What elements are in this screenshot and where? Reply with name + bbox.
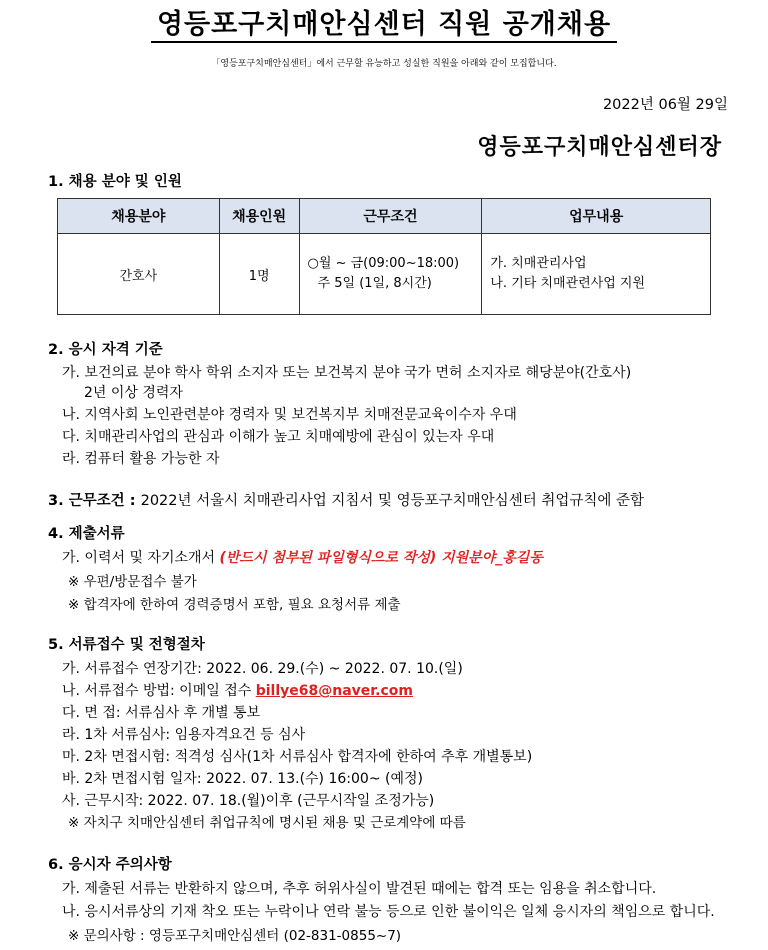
duty-line: 가. 치매관리사업 bbox=[490, 256, 587, 271]
table-header-duties: 업무내용 bbox=[482, 199, 711, 234]
cell-count: 1명 bbox=[219, 234, 299, 315]
table-header-field: 채용분야 bbox=[58, 199, 220, 234]
section-2-heading: 2. 응시 자격 기준 bbox=[48, 342, 163, 358]
procedure-item: 사. 근무시작: 2022. 07. 18.(월)이후 (근무시작일 조정가능) bbox=[62, 793, 435, 809]
document-item-text: 가. 이력서 및 자기소개서 bbox=[62, 550, 216, 566]
condition-line: ○월 ~ 금(09:00~18:00) bbox=[307, 256, 460, 271]
qualification-item: 가. 보건의료 분야 학사 학위 소지자 또는 보건복지 분야 국가 면허 소지자로 해당분야(간호사) bbox=[62, 365, 632, 381]
procedure-item-text: 나. 서류접수 방법: 이메일 접수 bbox=[62, 683, 252, 699]
recruitment-table bbox=[57, 198, 711, 315]
email-link[interactable]: billye68@naver.com bbox=[255, 683, 414, 699]
section-1-heading: 1. 채용 분야 및 인원 bbox=[48, 174, 182, 190]
table-header-conditions: 근무조건 bbox=[299, 199, 482, 234]
organization-name: 영등포구치매안심센터장 bbox=[477, 135, 722, 160]
document-item bbox=[62, 547, 543, 567]
section-3-text: 2022년 서울시 치매관리사업 지침서 및 영등포구치매안심센터 취업규칙에 준함 bbox=[140, 493, 644, 509]
section-3-heading: 3. 근무조건 : bbox=[48, 493, 136, 509]
qualification-item: 2년 이상 경력자 bbox=[84, 385, 183, 401]
qualification-item: 라. 컴퓨터 활용 가능한 자 bbox=[62, 451, 220, 467]
table-header-count: 채용인원 bbox=[219, 199, 299, 234]
page-title-text: 영등포구치매안심센터 직원 공개채용 bbox=[151, 9, 617, 43]
contact-note: ※ 문의사항 : 영등포구치매안심센터 (02-831-0855~7) bbox=[68, 928, 402, 944]
intro-text: 「영등포구치매안심센터」에서 근무할 유능하고 성실한 직원을 아래와 같이 모집합니다. bbox=[211, 59, 557, 69]
section-6-heading: 6. 응시자 주의사항 bbox=[48, 857, 172, 873]
caution-item: 가. 제출된 서류는 반환하지 않으며, 추후 허위사실이 발견된 때에는 합격 또는 임용을 취소합니다. bbox=[62, 881, 657, 897]
procedure-item bbox=[62, 680, 413, 700]
posting-date: 2022년 06월 29일 bbox=[602, 97, 728, 113]
cell-duties bbox=[482, 234, 711, 315]
caution-item: 나. 응시서류상의 기재 착오 또는 누락이나 연락 불능 등으로 인한 불이익은 일체 응시자의 책임으로 합니다. bbox=[62, 904, 715, 920]
cell-field: 간호사 bbox=[58, 234, 220, 315]
procedure-item: 바. 2차 면접시험 일자: 2022. 07. 13.(수) 16:00~ (예정) bbox=[62, 771, 423, 787]
table-row bbox=[58, 234, 711, 315]
document-format-note: (반드시 첨부된 파일형식으로 작성) 지원분야_홍길동 bbox=[219, 550, 543, 566]
procedure-item: 다. 면 접: 서류심사 후 개별 통보 bbox=[62, 705, 261, 721]
procedure-item: 라. 1차 서류심사: 임용자격요건 등 심사 bbox=[62, 727, 306, 743]
section-5-heading: 5. 서류접수 및 전형절차 bbox=[48, 637, 205, 653]
document-note: ※ 합격자에 한하여 경력증명서 포함, 필요 요청서류 제출 bbox=[68, 597, 401, 613]
section-3 bbox=[48, 489, 644, 510]
document-note: ※ 우편/방문접수 불가 bbox=[68, 574, 197, 590]
section-4-heading: 4. 제출서류 bbox=[48, 526, 125, 542]
page-title bbox=[0, 2, 768, 41]
table-header-row bbox=[58, 199, 711, 234]
duty-line: 나. 기타 치매관련사업 지원 bbox=[490, 276, 646, 291]
qualification-item: 나. 지역사회 노인관련분야 경력자 및 보건복지부 치매전문교육이수자 우대 bbox=[62, 407, 517, 423]
procedure-item: 마. 2차 면접시험: 적격성 심사(1차 서류심사 합격자에 한하여 추후 개별통보) bbox=[62, 749, 533, 765]
condition-line: 주 5일 (1일, 8시간) bbox=[317, 276, 432, 291]
procedure-note: ※ 자치구 치매안심센터 취업규칙에 명시된 채용 및 근로계약에 따름 bbox=[68, 815, 466, 831]
procedure-item: 가. 서류접수 연장기간: 2022. 06. 29.(수) ~ 2022. 07. 10.(일) bbox=[62, 661, 463, 677]
qualification-item: 다. 치매관리사업의 관심과 이해가 높고 치매예방에 관심이 있는자 우대 bbox=[62, 429, 495, 445]
cell-conditions bbox=[299, 234, 482, 315]
